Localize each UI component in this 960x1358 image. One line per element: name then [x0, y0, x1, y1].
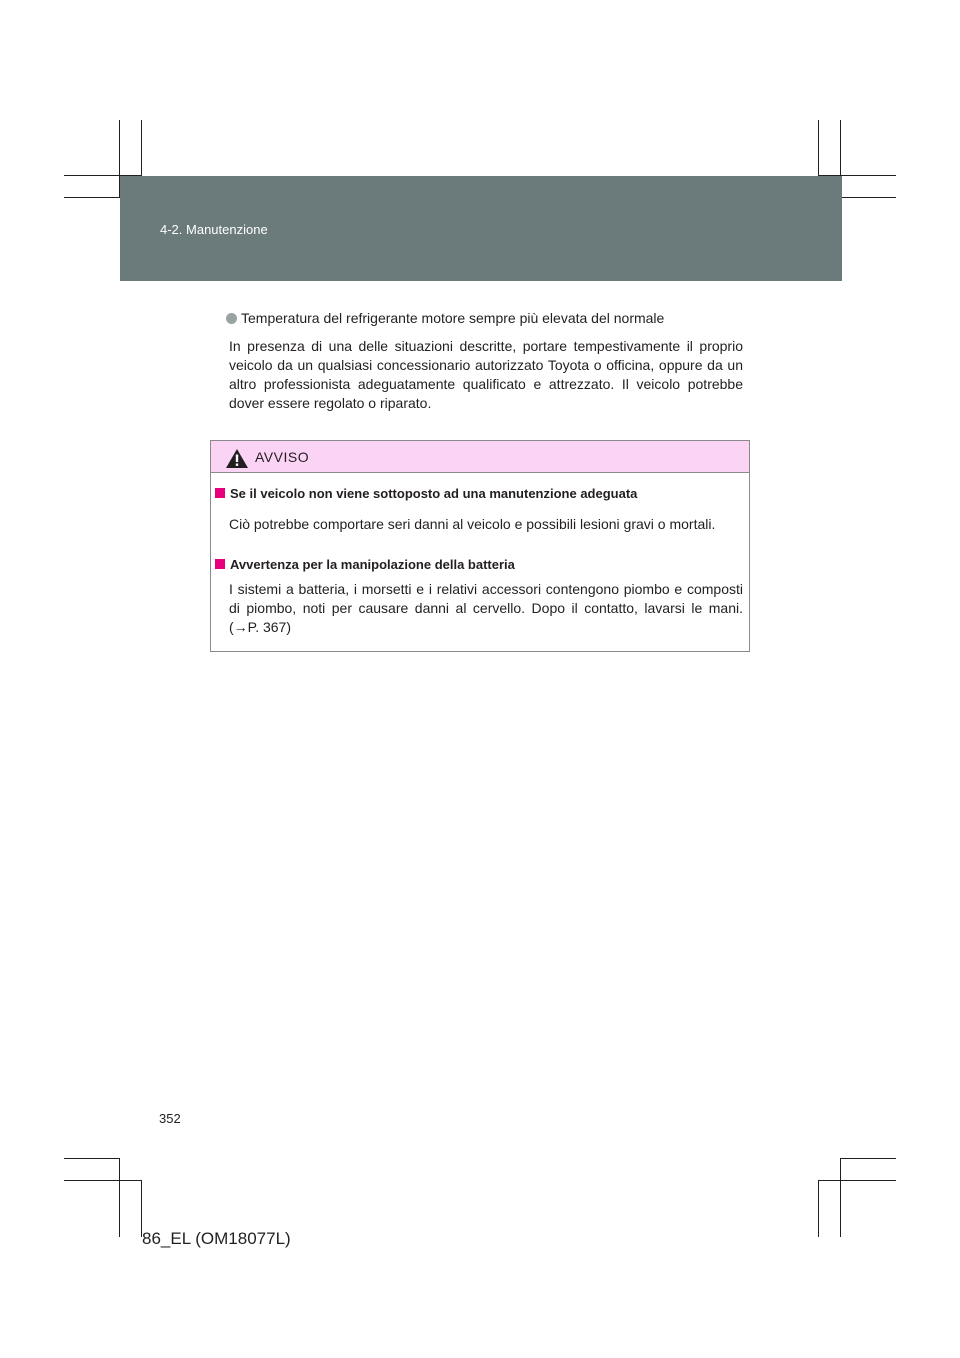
warning-item-text: I sistemi a batteria, i morsetti e i relativi accessori contengono piombo e composti di piombo, noti per causare danni al cervello. Dopo il contatto, lavarsi le mani. (→P. 367): [229, 581, 743, 635]
crop-mark: [840, 1159, 841, 1237]
crop-mark: [64, 197, 120, 198]
crop-mark: [840, 1158, 896, 1159]
bullet-item: [226, 309, 664, 327]
warning-item-text: Ciò potrebbe comportare seri danni al veicolo e possibili lesioni gravi o mortali.: [229, 516, 716, 532]
crop-mark: [64, 1180, 142, 1181]
warning-box: [210, 440, 750, 652]
section-title: 4-2. Manutenzione: [160, 222, 268, 237]
warning-title: AVVISO: [255, 449, 310, 465]
warning-item-heading: Avvertenza per la manipolazione della batteria: [215, 557, 515, 572]
crop-mark: [840, 197, 896, 198]
bullet-text: Temperatura del refrigerante motore sempre più elevata del normale: [241, 310, 665, 326]
warning-header: [211, 441, 749, 473]
page-number: 352: [159, 1111, 181, 1126]
crop-mark: [119, 1159, 120, 1237]
crop-mark: [64, 1158, 120, 1159]
crop-mark: [818, 1180, 896, 1181]
square-marker-icon: [215, 488, 225, 498]
warning-triangle-icon: [226, 449, 248, 468]
bullet-dot-icon: [226, 313, 237, 324]
body-paragraph: In presenza di una delle situazioni descritte, portare tempestivamente il proprio veicolo da un qualsiasi concessionario autorizzato Toyota o officina, oppure da un altro professionista adeguatamente qualificato e attrezzato. Il veicolo potrebbe dover essere regolato o riparato.: [229, 338, 743, 411]
square-marker-icon: [215, 559, 225, 569]
warning-item-heading: Se il veicolo non viene sottoposto ad una manutenzione adeguata: [215, 486, 637, 501]
document-code: 86_EL (OM18077L): [142, 1229, 291, 1248]
crop-mark: [818, 1180, 819, 1237]
